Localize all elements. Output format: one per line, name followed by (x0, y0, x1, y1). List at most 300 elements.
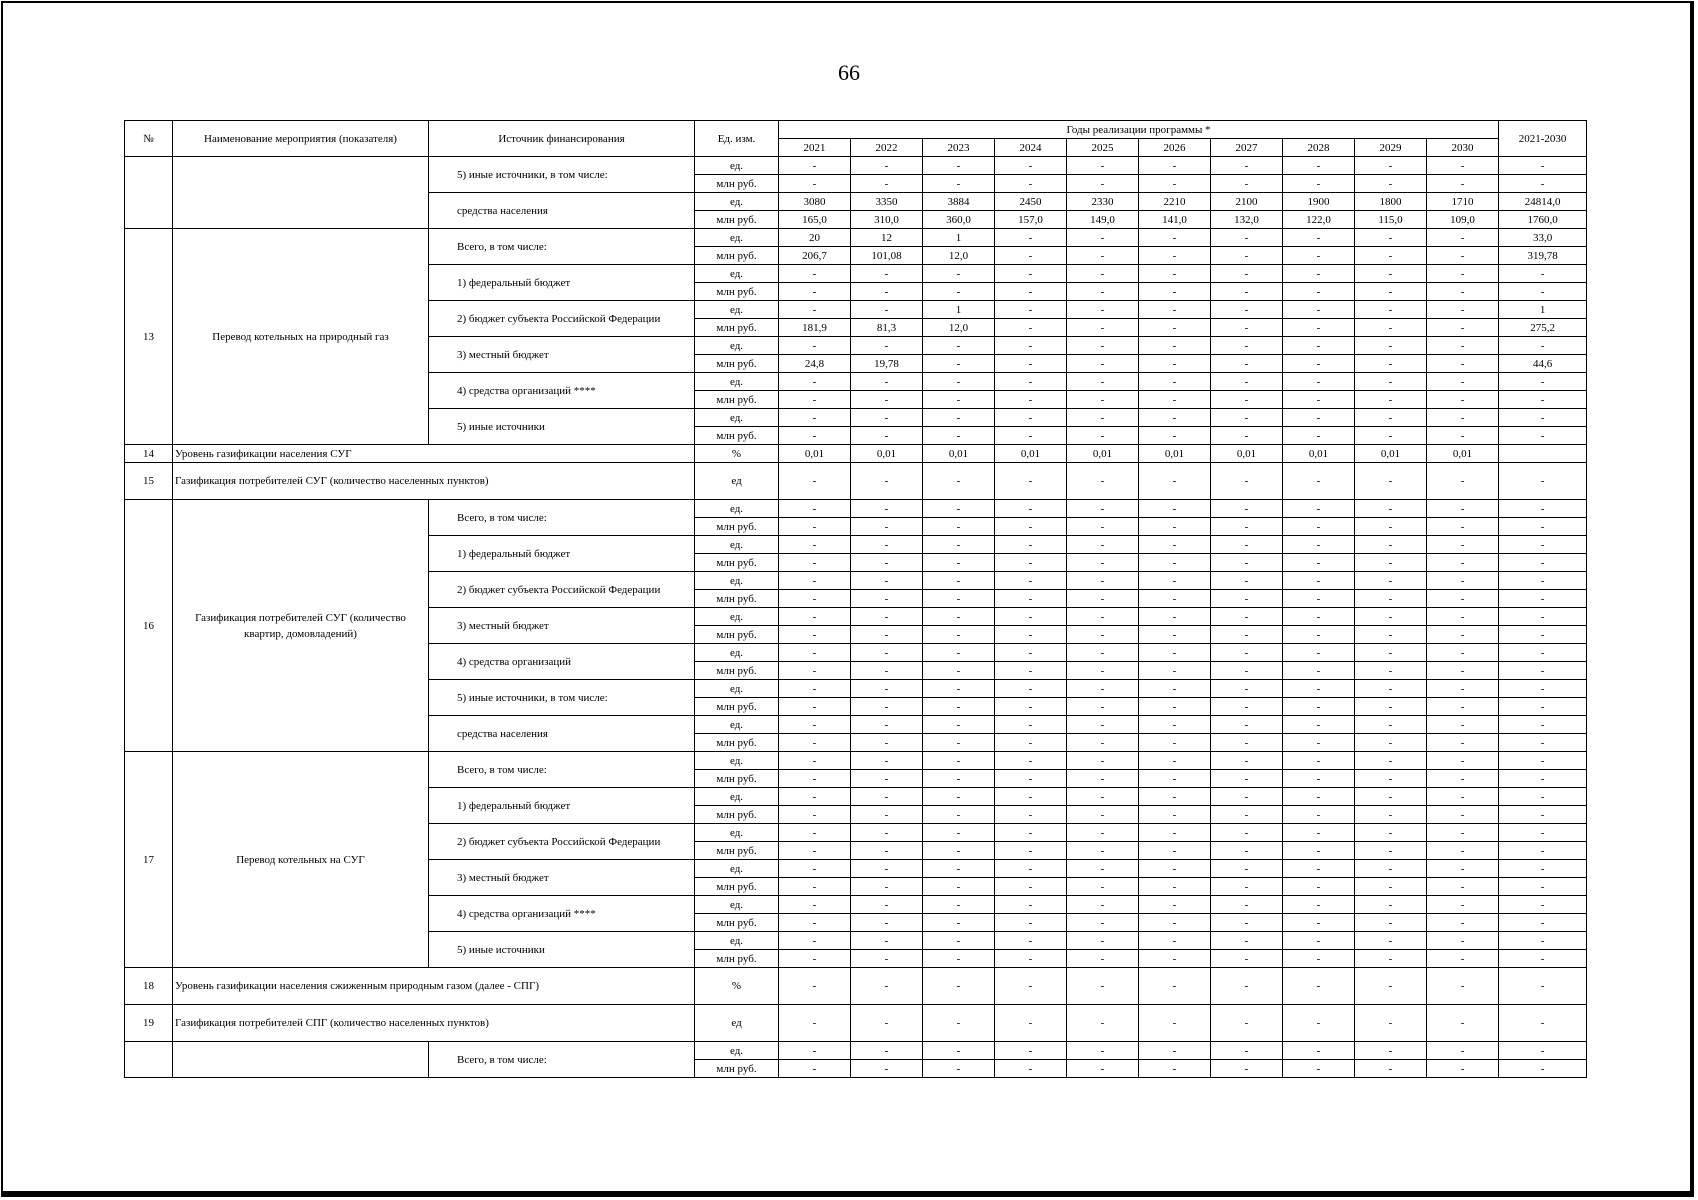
value-cell: - (1067, 788, 1139, 806)
value-cell: - (923, 788, 995, 806)
unit-cell: млн руб. (695, 914, 779, 932)
value-cell: - (779, 518, 851, 536)
value-cell: - (779, 698, 851, 716)
unit-cell: ед. (695, 193, 779, 211)
value-cell: - (1427, 950, 1499, 968)
value-cell: - (1283, 247, 1355, 265)
value-cell: - (779, 932, 851, 950)
num-cell (125, 1042, 173, 1078)
value-cell: - (1283, 698, 1355, 716)
value-cell: - (1067, 842, 1139, 860)
header-year: 2026 (1139, 139, 1211, 157)
value-cell: - (1139, 932, 1211, 950)
value-cell: - (995, 518, 1067, 536)
value-cell: - (851, 608, 923, 626)
value-cell: - (1067, 770, 1139, 788)
value-cell: - (1139, 301, 1211, 319)
unit-cell: ед. (695, 373, 779, 391)
value-cell: - (1427, 680, 1499, 698)
value-cell: - (1427, 806, 1499, 824)
value-cell: 2450 (995, 193, 1067, 211)
value-cell: - (1499, 391, 1587, 409)
value-cell: - (1067, 554, 1139, 572)
value-cell: - (1067, 373, 1139, 391)
value-cell: - (1067, 536, 1139, 554)
unit-cell: млн руб. (695, 950, 779, 968)
name-cell (173, 157, 429, 229)
value-cell: - (851, 626, 923, 644)
value-cell: - (1283, 175, 1355, 193)
value-cell: - (851, 283, 923, 301)
value-cell: - (1283, 626, 1355, 644)
unit-cell: млн руб. (695, 878, 779, 896)
unit-cell: млн руб. (695, 518, 779, 536)
value-cell: - (923, 950, 995, 968)
value-cell: - (1211, 1005, 1283, 1042)
value-cell: - (1355, 734, 1427, 752)
value-cell: - (995, 536, 1067, 554)
value-cell: - (995, 1060, 1067, 1078)
source-cell: 3) местный бюджет (429, 860, 695, 896)
value-cell: - (1427, 698, 1499, 716)
value-cell: - (1283, 283, 1355, 301)
source-cell: 3) местный бюджет (429, 608, 695, 644)
value-cell: - (1211, 770, 1283, 788)
value-cell: - (1067, 1005, 1139, 1042)
value-cell: - (851, 932, 923, 950)
value-cell: - (1427, 878, 1499, 896)
value-cell: - (995, 950, 1067, 968)
name-cell (173, 1042, 429, 1078)
value-cell: - (1499, 644, 1587, 662)
value-cell: - (1283, 500, 1355, 518)
value-cell: - (779, 860, 851, 878)
value-cell: - (851, 770, 923, 788)
unit-cell: ед. (695, 500, 779, 518)
value-cell: - (995, 734, 1067, 752)
value-cell: - (1067, 896, 1139, 914)
value-cell: - (1211, 626, 1283, 644)
unit-cell: ед. (695, 860, 779, 878)
value-cell: - (851, 860, 923, 878)
source-cell: средства населения (429, 193, 695, 229)
value-cell: - (1139, 355, 1211, 373)
value-cell: - (1283, 716, 1355, 734)
source-cell: 3) местный бюджет (429, 337, 695, 373)
value-cell: - (995, 608, 1067, 626)
value-cell: - (779, 391, 851, 409)
value-cell: - (1211, 842, 1283, 860)
value-cell: - (923, 806, 995, 824)
value-cell: 206,7 (779, 247, 851, 265)
value-cell: - (1139, 229, 1211, 247)
value-cell: - (1139, 265, 1211, 283)
value-cell: - (1211, 391, 1283, 409)
value-cell: - (1283, 590, 1355, 608)
value-cell: - (1211, 536, 1283, 554)
unit-cell: ед (695, 463, 779, 500)
source-cell: Всего, в том числе: (429, 500, 695, 536)
value-cell: - (779, 500, 851, 518)
value-cell: - (1283, 878, 1355, 896)
value-cell: - (1139, 608, 1211, 626)
header-total: 2021-2030 (1499, 121, 1587, 157)
value-cell: - (1355, 932, 1427, 950)
value-cell: - (779, 950, 851, 968)
value-cell: - (1427, 427, 1499, 445)
value-cell: - (851, 337, 923, 355)
value-cell: - (1499, 716, 1587, 734)
source-cell: 5) иные источники (429, 932, 695, 968)
value-cell: - (1067, 950, 1139, 968)
value-cell: - (1283, 536, 1355, 554)
value-cell: - (779, 842, 851, 860)
value-cell: - (1355, 247, 1427, 265)
value-cell: - (851, 806, 923, 824)
value-cell: 0,01 (1139, 445, 1211, 463)
value-cell: - (995, 373, 1067, 391)
value-cell: - (923, 536, 995, 554)
value-cell: - (1067, 409, 1139, 427)
value-cell: - (1427, 590, 1499, 608)
value-cell: - (1499, 1042, 1587, 1060)
value-cell: - (1499, 950, 1587, 968)
value-cell: - (1427, 626, 1499, 644)
value-cell: - (1355, 896, 1427, 914)
value-cell: - (779, 590, 851, 608)
header-source: Источник финансирования (429, 121, 695, 157)
value-cell: - (1355, 1042, 1427, 1060)
value-cell: - (1355, 968, 1427, 1005)
value-cell: - (1499, 175, 1587, 193)
value-cell: - (995, 644, 1067, 662)
table-row (125, 157, 1587, 175)
unit-cell: ед. (695, 337, 779, 355)
value-cell: - (1211, 1060, 1283, 1078)
header-year: 2023 (923, 139, 995, 157)
value-cell: - (1067, 301, 1139, 319)
table-row (125, 752, 1587, 770)
value-cell: - (1283, 824, 1355, 842)
value-cell: - (1211, 301, 1283, 319)
value-cell: - (1139, 734, 1211, 752)
value-cell: 1 (923, 229, 995, 247)
value-cell: - (995, 698, 1067, 716)
value-cell: - (1139, 806, 1211, 824)
value-cell: - (1283, 409, 1355, 427)
value-cell: - (1067, 752, 1139, 770)
header-year: 2024 (995, 139, 1067, 157)
unit-cell: млн руб. (695, 247, 779, 265)
unit-cell: млн руб. (695, 211, 779, 229)
value-cell: - (995, 229, 1067, 247)
value-cell: - (923, 608, 995, 626)
unit-cell: ед. (695, 644, 779, 662)
table-row-15 (125, 463, 1587, 500)
unit-cell: млн руб. (695, 698, 779, 716)
header-year: 2029 (1355, 139, 1427, 157)
value-cell: - (1283, 391, 1355, 409)
value-cell: - (1427, 770, 1499, 788)
page-number: 66 (838, 60, 860, 85)
value-cell: - (995, 572, 1067, 590)
value-cell: - (923, 463, 995, 500)
value-cell: - (1355, 608, 1427, 626)
value-cell: 0,01 (1427, 445, 1499, 463)
value-cell: 0,01 (923, 445, 995, 463)
value-cell: - (1355, 554, 1427, 572)
value-cell: - (779, 427, 851, 445)
value-cell: - (1355, 518, 1427, 536)
source-cell: Всего, в том числе: (429, 752, 695, 788)
value-cell: - (1355, 572, 1427, 590)
value-cell: - (1355, 662, 1427, 680)
value-cell: - (1211, 644, 1283, 662)
value-cell: - (1427, 500, 1499, 518)
value-cell: - (1427, 355, 1499, 373)
value-cell: - (1283, 1005, 1355, 1042)
value-cell: - (1283, 788, 1355, 806)
value-cell: 20 (779, 229, 851, 247)
value-cell: - (851, 1060, 923, 1078)
name-cell: Газификация потребителей СУГ (количество квартир, домовладений) (173, 500, 429, 752)
value-cell: 0,01 (1211, 445, 1283, 463)
unit-cell: ед. (695, 608, 779, 626)
source-cell: 5) иные источники (429, 409, 695, 445)
value-cell: - (1499, 1060, 1587, 1078)
unit-cell: ед. (695, 265, 779, 283)
value-cell: - (1355, 806, 1427, 824)
value-cell: - (1355, 716, 1427, 734)
value-cell: - (1499, 608, 1587, 626)
value-cell: - (1211, 337, 1283, 355)
value-cell: - (779, 1005, 851, 1042)
value-cell: - (1499, 283, 1587, 301)
value-cell: - (1211, 788, 1283, 806)
value-cell: - (1499, 914, 1587, 932)
value-cell: - (995, 716, 1067, 734)
value-cell: - (1499, 968, 1587, 1005)
value-cell: - (779, 644, 851, 662)
value-cell: - (1499, 373, 1587, 391)
value-cell: - (1283, 319, 1355, 337)
value-cell: 141,0 (1139, 211, 1211, 229)
value-cell: - (923, 914, 995, 932)
value-cell: - (1355, 157, 1427, 175)
value-cell: - (1067, 463, 1139, 500)
value-cell: 360,0 (923, 211, 995, 229)
value-cell: - (1211, 175, 1283, 193)
unit-cell: ед. (695, 680, 779, 698)
value-cell: - (1427, 536, 1499, 554)
value-cell: - (923, 283, 995, 301)
value-cell: - (851, 644, 923, 662)
value-cell: - (995, 770, 1067, 788)
value-cell: - (1499, 500, 1587, 518)
value-cell: - (923, 572, 995, 590)
value-cell: - (1283, 860, 1355, 878)
value-cell: - (923, 896, 995, 914)
value-cell: - (779, 409, 851, 427)
value-cell: - (923, 175, 995, 193)
value-cell: - (1067, 572, 1139, 590)
value-cell: - (1139, 572, 1211, 590)
value-cell: 165,0 (779, 211, 851, 229)
value-cell: - (1427, 463, 1499, 500)
value-cell: - (1355, 265, 1427, 283)
value-cell: - (995, 860, 1067, 878)
value-cell: - (923, 1042, 995, 1060)
value-cell: - (1499, 662, 1587, 680)
value-cell: - (1211, 518, 1283, 536)
value-cell: - (1283, 554, 1355, 572)
value-cell: - (923, 644, 995, 662)
value-cell: - (1067, 968, 1139, 1005)
value-cell: - (1211, 950, 1283, 968)
value-cell: - (1427, 554, 1499, 572)
value-cell: 3350 (851, 193, 923, 211)
value-cell: - (1139, 698, 1211, 716)
source-cell: 4) средства организаций (429, 644, 695, 680)
value-cell: - (1139, 373, 1211, 391)
value-cell: - (1067, 644, 1139, 662)
value-cell: - (1499, 572, 1587, 590)
value-cell: - (1211, 247, 1283, 265)
value-cell: - (1499, 626, 1587, 644)
value-cell: - (1139, 968, 1211, 1005)
value-cell: - (1355, 175, 1427, 193)
value-cell: - (1283, 337, 1355, 355)
value-cell: - (1355, 301, 1427, 319)
value-cell: - (1139, 752, 1211, 770)
value-cell: 12 (851, 229, 923, 247)
value-cell: - (1355, 680, 1427, 698)
value-cell: - (995, 932, 1067, 950)
value-cell: - (779, 463, 851, 500)
value-cell: - (1067, 824, 1139, 842)
value-cell: - (1355, 842, 1427, 860)
value-cell: 275,2 (1499, 319, 1587, 337)
value-cell: - (1283, 265, 1355, 283)
value-cell: - (1067, 734, 1139, 752)
unit-cell: ед. (695, 572, 779, 590)
value-cell: - (851, 518, 923, 536)
value-cell: - (923, 518, 995, 536)
value-cell: - (851, 391, 923, 409)
value-cell: - (779, 572, 851, 590)
value-cell: - (1067, 1060, 1139, 1078)
name-cell: Перевод котельных на СУГ (173, 752, 429, 968)
value-cell: - (923, 337, 995, 355)
value-cell: - (995, 283, 1067, 301)
value-cell: - (923, 770, 995, 788)
value-cell: - (1427, 644, 1499, 662)
value-cell: 0,01 (1067, 445, 1139, 463)
unit-cell: ед. (695, 157, 779, 175)
value-cell: - (779, 878, 851, 896)
unit-cell: млн руб. (695, 662, 779, 680)
value-cell: - (1139, 914, 1211, 932)
value-cell: - (1067, 518, 1139, 536)
num-cell: 14 (125, 445, 173, 463)
value-cell: - (1355, 914, 1427, 932)
value-cell: - (1139, 1042, 1211, 1060)
table-row (125, 1042, 1587, 1060)
value-cell: - (1211, 265, 1283, 283)
value-cell: - (1211, 554, 1283, 572)
value-cell: 1 (923, 301, 995, 319)
value-cell: - (923, 752, 995, 770)
value-cell: 12,0 (923, 319, 995, 337)
program-table (124, 120, 1587, 1078)
unit-cell: млн руб. (695, 554, 779, 572)
value-cell: - (1499, 337, 1587, 355)
name-cell: Перевод котельных на природный газ (173, 229, 429, 445)
value-cell: - (1355, 319, 1427, 337)
value-cell: - (1499, 896, 1587, 914)
unit-cell: млн руб. (695, 355, 779, 373)
value-cell: 0,01 (779, 445, 851, 463)
value-cell: - (1427, 968, 1499, 1005)
value-cell: - (1067, 319, 1139, 337)
unit-cell: млн руб. (695, 427, 779, 445)
value-cell: - (995, 391, 1067, 409)
table-row (125, 500, 1587, 518)
num-cell: 15 (125, 463, 173, 500)
value-cell: - (1499, 770, 1587, 788)
unit-cell: млн руб. (695, 175, 779, 193)
value-cell: - (1139, 770, 1211, 788)
value-cell: - (1283, 572, 1355, 590)
value-cell: - (1139, 536, 1211, 554)
unit-cell: млн руб. (695, 391, 779, 409)
value-cell: - (1427, 265, 1499, 283)
value-cell: - (1067, 391, 1139, 409)
value-cell: - (851, 409, 923, 427)
value-cell: - (1283, 662, 1355, 680)
value-cell: 24814,0 (1499, 193, 1587, 211)
value-cell: - (1499, 788, 1587, 806)
value-cell: - (851, 842, 923, 860)
unit-cell: ед. (695, 896, 779, 914)
value-cell: - (1499, 518, 1587, 536)
unit-cell: ед. (695, 409, 779, 427)
value-cell: - (995, 554, 1067, 572)
value-cell: - (1211, 680, 1283, 698)
value-cell: - (1355, 355, 1427, 373)
value-cell: 12,0 (923, 247, 995, 265)
unit-cell: млн руб. (695, 283, 779, 301)
value-cell: - (779, 824, 851, 842)
value-cell: - (995, 878, 1067, 896)
value-cell: 115,0 (1355, 211, 1427, 229)
value-cell: - (1211, 806, 1283, 824)
value-cell: - (1067, 229, 1139, 247)
value-cell: - (995, 355, 1067, 373)
value-cell: - (1283, 229, 1355, 247)
value-cell: - (1067, 265, 1139, 283)
source-cell: 4) средства организаций **** (429, 373, 695, 409)
value-cell: - (1355, 337, 1427, 355)
value-cell: - (1355, 788, 1427, 806)
value-cell: - (1355, 1005, 1427, 1042)
value-cell: - (995, 409, 1067, 427)
value-cell: - (779, 554, 851, 572)
value-cell: - (1283, 355, 1355, 373)
value-cell: - (1067, 337, 1139, 355)
value-cell: - (779, 1042, 851, 1060)
header-unit: Ед. изм. (695, 121, 779, 157)
